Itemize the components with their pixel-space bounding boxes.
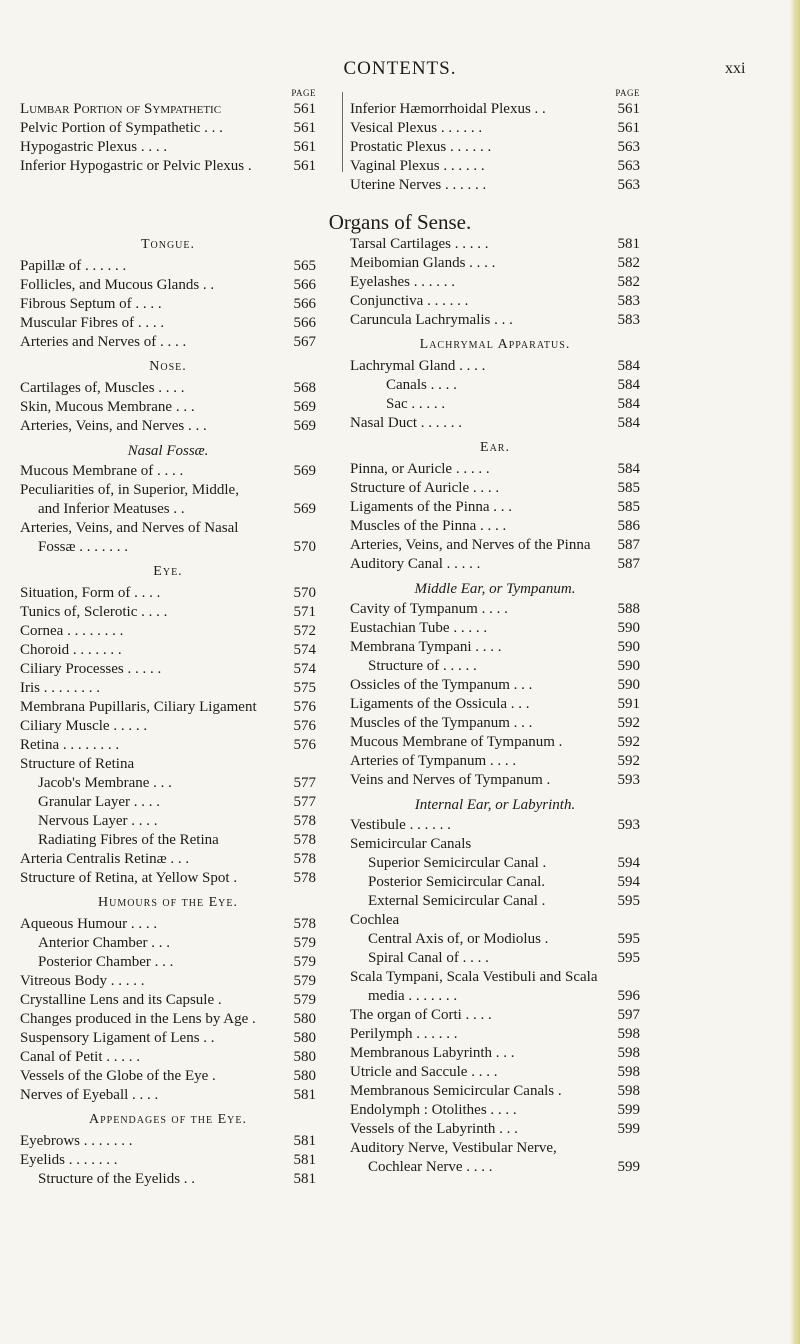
top-right-entries (350, 88, 640, 195)
toc-entry-page: 569 (293, 418, 316, 434)
toc-entry-page: 580 (293, 1068, 316, 1084)
toc-entry[interactable] (20, 519, 316, 538)
toc-entry[interactable] (20, 915, 316, 934)
subsection-heading: Eye. (153, 564, 183, 579)
toc-entry-title: Arteria Centralis Retinæ . . . (20, 851, 190, 867)
toc-entry-page: 598 (617, 1083, 640, 1099)
toc-entry-page: 595 (617, 950, 640, 966)
toc-entry-title: Auditory Nerve, Vestibular Nerve, (350, 1140, 557, 1156)
toc-entry[interactable] (20, 1010, 316, 1029)
toc-entry[interactable] (20, 138, 316, 157)
toc-entry-page: 592 (617, 753, 640, 769)
toc-entry-title: Superior Semicircular Canal . (368, 855, 547, 871)
toc-entry-page: 569 (293, 463, 316, 479)
toc-entry-title: External Semicircular Canal . (368, 893, 546, 909)
toc-entry-title: Mucous Membrane of Tympanum . (350, 734, 563, 750)
toc-entry-title: Jacob's Membrane . . . (38, 775, 172, 791)
toc-entry[interactable] (20, 1029, 316, 1048)
toc-entry-title: Central Axis of, or Modiolus . (368, 931, 549, 947)
toc-entry[interactable] (350, 376, 640, 395)
toc-entry[interactable] (350, 854, 640, 873)
toc-entry-title: Pinna, or Auricle . . . . . (350, 461, 490, 477)
toc-entry-page: 599 (617, 1102, 640, 1118)
subsection-heading: Lachrymal Apparatus. (419, 337, 571, 352)
toc-entry-title: Structure of . . . . . (368, 658, 477, 674)
toc-entry-title: Peculiarities of, in Superior, Middle, (20, 482, 239, 498)
subsection-heading: Nose. (149, 359, 187, 374)
toc-entry-title: Fibrous Septum of . . . . (20, 296, 162, 312)
toc-entry-title: Vessels of the Labyrinth . . . (350, 1121, 518, 1137)
toc-entry-page: 598 (617, 1064, 640, 1080)
toc-entry-page: 599 (617, 1159, 640, 1175)
toc-entry-title: Structure of Retina (20, 756, 135, 772)
toc-entry[interactable] (350, 157, 640, 176)
running-head-title: CONTENTS. (343, 58, 457, 79)
toc-entry-title: Tunics of, Sclerotic . . . . (20, 604, 168, 620)
toc-entry[interactable] (20, 295, 316, 314)
toc-entry-page: 593 (617, 772, 640, 788)
toc-entry[interactable] (20, 257, 316, 276)
toc-entry[interactable] (20, 831, 316, 850)
toc-entry-title: Cartilages of, Muscles . . . . (20, 380, 185, 396)
right-column (350, 235, 640, 1177)
toc-entry-title: media . . . . . . . (368, 988, 458, 1004)
toc-entry-page: 568 (293, 380, 316, 396)
toc-entry[interactable] (20, 869, 316, 888)
toc-entry[interactable] (350, 816, 640, 835)
toc-entry-page: 594 (617, 855, 640, 871)
toc-entry-title: Perilymph . . . . . . (350, 1026, 458, 1042)
toc-entry[interactable] (350, 638, 640, 657)
toc-entry-title: Semicircular Canals (350, 836, 472, 852)
toc-entry[interactable] (20, 698, 316, 717)
toc-entry[interactable] (20, 622, 316, 641)
toc-entry-page: 593 (617, 817, 640, 833)
toc-entry-title: Sac . . . . . (386, 396, 446, 412)
toc-entry[interactable] (20, 717, 316, 736)
toc-entry-page: 581 (293, 1133, 316, 1149)
toc-entry-page: 561 (293, 120, 316, 136)
toc-entry[interactable] (350, 600, 640, 619)
toc-entry-page: 591 (617, 696, 640, 712)
running-head-page-numeral: xxi (725, 60, 746, 77)
toc-entry-title: Nervous Layer . . . . (38, 813, 158, 829)
toc-entry[interactable] (350, 733, 640, 752)
toc-entry-page: 579 (293, 992, 316, 1008)
toc-entry-page: 598 (617, 1026, 640, 1042)
toc-entry[interactable] (350, 1082, 640, 1101)
toc-entry-title: Muscular Fibres of . . . . (20, 315, 165, 331)
toc-entry-title: Membrana Tympani . . . . (350, 639, 502, 655)
toc-entry-page: 587 (617, 537, 640, 553)
toc-entry-page: 580 (293, 1030, 316, 1046)
toc-entry[interactable] (20, 1151, 316, 1170)
toc-entry[interactable] (350, 1025, 640, 1044)
toc-entry[interactable] (20, 379, 316, 398)
toc-entry-page: 581 (293, 1087, 316, 1103)
toc-entry-page: 572 (293, 623, 316, 639)
toc-entry-title: Radiating Fibres of the Retina (38, 832, 219, 848)
toc-entry[interactable] (20, 398, 316, 417)
toc-entry[interactable] (350, 311, 640, 330)
toc-entry-page: 592 (617, 734, 640, 750)
toc-entry-title: Structure of Auricle . . . . (350, 480, 500, 496)
toc-entry-title: Changes produced in the Lens by Age . (20, 1011, 256, 1027)
toc-entry[interactable] (350, 100, 640, 119)
toc-entry-page: 583 (617, 293, 640, 309)
toc-entry[interactable] (20, 417, 316, 436)
toc-entry-page: 579 (293, 954, 316, 970)
toc-entry-title: Arteries, Veins, and Nerves . . . (20, 418, 207, 434)
toc-entry[interactable] (350, 695, 640, 714)
toc-entry[interactable] (350, 292, 640, 311)
toc-entry[interactable] (350, 911, 640, 930)
toc-entry[interactable] (20, 333, 316, 352)
toc-entry[interactable] (20, 462, 316, 481)
toc-entry-title: Muscles of the Tympanum . . . (350, 715, 533, 731)
toc-entry-page: 592 (617, 715, 640, 731)
toc-entry-title: Cochlear Nerve . . . . (368, 1159, 493, 1175)
toc-entry-page: 576 (293, 718, 316, 734)
toc-entry[interactable] (350, 176, 640, 195)
column-divider (342, 92, 343, 172)
toc-entry[interactable] (20, 972, 316, 991)
toc-entry-page: 587 (617, 556, 640, 572)
toc-entry-page: 579 (293, 935, 316, 951)
toc-entry[interactable] (20, 812, 316, 831)
toc-entry[interactable] (350, 1006, 640, 1025)
toc-entry-title: Nerves of Eyeball . . . . (20, 1087, 159, 1103)
toc-entry-page: 598 (617, 1045, 640, 1061)
toc-entry-title: and Inferior Meatuses . . (38, 501, 185, 517)
page-edge (790, 0, 800, 1344)
toc-entry[interactable] (20, 850, 316, 869)
toc-entry-page: 588 (617, 601, 640, 617)
subsection-heading: Tongue. (140, 237, 196, 252)
toc-entry-title: Cornea . . . . . . . . (20, 623, 124, 639)
toc-entry[interactable] (20, 500, 316, 519)
toc-entry-title: Membranous Semicircular Canals . (350, 1083, 562, 1099)
toc-entry-title: Eyebrows . . . . . . . (20, 1133, 133, 1149)
toc-entry-page: 590 (617, 620, 640, 636)
toc-entry-page: 585 (617, 499, 640, 515)
toc-entry[interactable] (350, 714, 640, 733)
toc-entry[interactable] (20, 1086, 316, 1105)
toc-entry-page: 565 (293, 258, 316, 274)
toc-entry[interactable] (350, 536, 640, 555)
toc-entry-title: Posterior Chamber . . . (38, 954, 174, 970)
toc-entry[interactable] (350, 119, 640, 138)
toc-entry-page: 578 (293, 870, 316, 886)
toc-entry-page: 578 (293, 851, 316, 867)
toc-entry-title: Muscles of the Pinna . . . . (350, 518, 507, 534)
toc-entry-title: Suspensory Ligament of Lens . . (20, 1030, 215, 1046)
toc-entry-title: Prostatic Plexus . . . . . . (350, 139, 492, 155)
toc-entry-title: Vaginal Plexus . . . . . . (350, 158, 485, 174)
toc-entry[interactable] (350, 517, 640, 536)
page-column-label: PAGE (615, 88, 640, 98)
toc-entry-page: 574 (293, 661, 316, 677)
toc-entry-title: Papillæ of . . . . . . (20, 258, 127, 274)
toc-entry[interactable] (20, 119, 316, 138)
toc-entry-page: 584 (617, 377, 640, 393)
toc-entry-page: 590 (617, 658, 640, 674)
toc-entry[interactable] (350, 771, 640, 790)
toc-entry-title: Caruncula Lachrymalis . . . (350, 312, 513, 328)
toc-entry[interactable] (20, 157, 316, 176)
toc-entry[interactable] (20, 1132, 316, 1151)
toc-entry[interactable] (350, 892, 640, 911)
toc-entry-page: 581 (293, 1171, 316, 1187)
toc-entry-page: 570 (293, 539, 316, 555)
toc-entry-title: Canals . . . . (386, 377, 457, 393)
toc-entry-title: Inferior Hypogastric or Pelvic Plexus . (20, 158, 252, 174)
toc-entry[interactable] (20, 660, 316, 679)
toc-entry[interactable] (20, 100, 316, 119)
toc-entry-title: Posterior Semicircular Canal. (368, 874, 546, 890)
page-column-label: PAGE (291, 88, 316, 98)
toc-entry-title: Veins and Nerves of Tympanum . (350, 772, 551, 788)
toc-entry[interactable] (20, 1067, 316, 1086)
toc-entry[interactable] (350, 460, 640, 479)
toc-entry[interactable] (350, 479, 640, 498)
toc-entry-page: 566 (293, 315, 316, 331)
toc-entry[interactable] (350, 1139, 640, 1158)
toc-entry-title: Ciliary Muscle . . . . . (20, 718, 148, 734)
toc-entry-title: Eustachian Tube . . . . . (350, 620, 488, 636)
toc-entry-page: 595 (617, 931, 640, 947)
toc-entry-title: Ligaments of the Pinna . . . (350, 499, 513, 515)
toc-entry[interactable] (20, 774, 316, 793)
toc-entry-title: Follicles, and Mucous Glands . . (20, 277, 215, 293)
left-column (20, 230, 316, 1189)
toc-entry-page: 563 (617, 177, 640, 193)
toc-entry-page: 576 (293, 699, 316, 715)
toc-entry-title: Aqueous Humour . . . . (20, 916, 158, 932)
toc-entry-title: Uterine Nerves . . . . . . (350, 177, 487, 193)
toc-entry[interactable] (20, 793, 316, 812)
toc-entry[interactable] (350, 752, 640, 771)
toc-entry-page: 577 (293, 775, 316, 791)
toc-entry-page: 578 (293, 813, 316, 829)
toc-entry-page: 577 (293, 794, 316, 810)
subsection-heading: Appendages of the Eye. (88, 1112, 247, 1127)
toc-entry-page: 595 (617, 893, 640, 909)
toc-entry-page: 584 (617, 358, 640, 374)
top-left-entries (20, 88, 316, 176)
toc-entry[interactable] (350, 395, 640, 414)
toc-entry-page: 581 (293, 1152, 316, 1168)
toc-entry-title: Arteries, Veins, and Nerves of Nasal (20, 520, 239, 536)
toc-entry-title: Situation, Form of . . . . (20, 585, 161, 601)
toc-entry-title: Tarsal Cartilages . . . . . (350, 236, 489, 252)
toc-entry-page: 583 (617, 312, 640, 328)
toc-entry[interactable] (350, 873, 640, 892)
toc-entry[interactable] (20, 538, 316, 557)
toc-entry-page: 579 (293, 973, 316, 989)
toc-entry[interactable] (350, 1158, 640, 1177)
toc-entry-title: Arteries of Tympanum . . . . (350, 753, 517, 769)
toc-entry-page: 569 (293, 501, 316, 517)
toc-entry-page: 586 (617, 518, 640, 534)
toc-entry[interactable] (20, 641, 316, 660)
toc-entry-page: 561 (293, 101, 316, 117)
toc-entry-page: 566 (293, 277, 316, 293)
toc-entry-page: 567 (293, 334, 316, 350)
toc-entry[interactable] (350, 1101, 640, 1120)
toc-entry[interactable] (350, 498, 640, 517)
toc-entry-title: Vitreous Body . . . . . (20, 973, 145, 989)
toc-entry[interactable] (350, 1120, 640, 1139)
toc-entry-page: 590 (617, 677, 640, 693)
toc-entry[interactable] (350, 930, 640, 949)
toc-entry-page: 582 (617, 274, 640, 290)
toc-entry[interactable] (350, 235, 640, 254)
toc-entry-title: Vesical Plexus . . . . . . (350, 120, 483, 136)
toc-entry-title: Structure of the Eyelids . . (38, 1171, 196, 1187)
toc-entry-page: 584 (617, 396, 640, 412)
toc-entry[interactable] (350, 968, 640, 987)
toc-entry-title: Meibomian Glands . . . . (350, 255, 496, 271)
toc-entry-title: Choroid . . . . . . . (20, 642, 122, 658)
toc-entry-page: 563 (617, 158, 640, 174)
toc-entry-title: Mucous Membrane of . . . . (20, 463, 184, 479)
toc-entry-page: 575 (293, 680, 316, 696)
toc-entry-page: 561 (617, 101, 640, 117)
subsection-italic-heading: Nasal Fossæ. (127, 443, 209, 459)
toc-entry[interactable] (350, 949, 640, 968)
toc-entry-page: 563 (617, 139, 640, 155)
toc-entry-page: 574 (293, 642, 316, 658)
toc-entry[interactable] (20, 276, 316, 295)
toc-entry[interactable] (350, 555, 640, 574)
toc-entry-title: Membrana Pupillaris, Ciliary Ligament (20, 699, 257, 715)
toc-entry[interactable] (20, 953, 316, 972)
toc-entry-page: 561 (293, 139, 316, 155)
toc-entry-title: Eyelashes . . . . . . (350, 274, 455, 290)
toc-entry-title: Vestibule . . . . . . (350, 817, 451, 833)
toc-entry-page: 581 (617, 236, 640, 252)
toc-entry[interactable] (20, 1048, 316, 1067)
toc-entry-page: 561 (617, 120, 640, 136)
toc-entry-title: Cochlea (350, 912, 400, 928)
toc-entry[interactable] (20, 679, 316, 698)
toc-entry-title: Nasal Duct . . . . . . (350, 415, 463, 431)
section-title: Organs of Sense. (328, 210, 472, 234)
toc-entry-title: Utricle and Saccule . . . . (350, 1064, 498, 1080)
toc-entry-page: 599 (617, 1121, 640, 1137)
toc-entry-page: 578 (293, 916, 316, 932)
toc-entry-title: Conjunctiva . . . . . . (350, 293, 469, 309)
toc-entry-title: Ossicles of the Tympanum . . . (350, 677, 533, 693)
toc-entry-page: 580 (293, 1011, 316, 1027)
toc-entry[interactable] (350, 835, 640, 854)
toc-entry[interactable] (350, 414, 640, 433)
toc-entry-title: Anterior Chamber . . . (38, 935, 171, 951)
toc-entry[interactable] (20, 736, 316, 755)
toc-entry[interactable] (20, 584, 316, 603)
toc-entry-title: Ciliary Processes . . . . . (20, 661, 162, 677)
toc-entry-title: Iris . . . . . . . . (20, 680, 100, 696)
toc-entry-title: Endolymph : Otolithes . . . . (350, 1102, 517, 1118)
subsection-heading: Humours of the Eye. (97, 895, 238, 910)
toc-entry[interactable] (350, 987, 640, 1006)
toc-entry-title: Crystalline Lens and its Capsule . (20, 992, 222, 1008)
toc-entry-title: Fossæ . . . . . . . (38, 539, 129, 555)
toc-entry-page: 576 (293, 737, 316, 753)
toc-entry[interactable] (350, 1063, 640, 1082)
toc-entry-page: 570 (293, 585, 316, 601)
toc-entry-title: The organ of Corti . . . . (350, 1007, 492, 1023)
toc-entry[interactable] (20, 991, 316, 1010)
toc-entry[interactable] (350, 1044, 640, 1063)
toc-entry[interactable] (350, 619, 640, 638)
toc-entry[interactable] (20, 934, 316, 953)
toc-entry[interactable] (350, 254, 640, 273)
subsection-heading: Ear. (480, 440, 510, 455)
toc-entry-title: Inferior Hæmorrhoidal Plexus . . (350, 101, 546, 117)
toc-entry[interactable] (350, 676, 640, 695)
toc-entry-title: Membranous Labyrinth . . . (350, 1045, 515, 1061)
toc-entry-title: Lachrymal Gland . . . . (350, 358, 486, 374)
toc-entry[interactable] (350, 138, 640, 157)
toc-entry-title: Eyelids . . . . . . . (20, 1152, 118, 1168)
subsection-italic-heading: Internal Ear, or Labyrinth. (414, 797, 576, 813)
toc-entry-title: Scala Tympani, Scala Vestibuli and Scala (350, 969, 598, 985)
toc-entry-page: 590 (617, 639, 640, 655)
toc-entry-page: 584 (617, 461, 640, 477)
toc-entry-title: Skin, Mucous Membrane . . . (20, 399, 195, 415)
toc-entry-title: Arteries and Nerves of . . . . (20, 334, 187, 350)
subsection-italic-heading: Middle Ear, or Tympanum. (414, 581, 576, 597)
toc-entry-page: 578 (293, 832, 316, 848)
toc-entry-page: 585 (617, 480, 640, 496)
toc-entry-page: 561 (293, 158, 316, 174)
toc-entry-title: Retina . . . . . . . . (20, 737, 120, 753)
toc-entry-page: 569 (293, 399, 316, 415)
toc-entry-page: 566 (293, 296, 316, 312)
toc-entry-title: Lumbar Portion of Sympathetic (20, 101, 222, 117)
toc-entry[interactable] (20, 755, 316, 774)
toc-entry-title: Canal of Petit . . . . . (20, 1049, 140, 1065)
toc-entry-page: 596 (617, 988, 640, 1004)
toc-entry[interactable] (350, 273, 640, 292)
toc-entry-page: 571 (293, 604, 316, 620)
toc-entry[interactable] (350, 657, 640, 676)
toc-entry[interactable] (20, 1170, 316, 1189)
toc-entry-title: Pelvic Portion of Sympathetic . . . (20, 120, 223, 136)
toc-entry[interactable] (20, 314, 316, 333)
toc-entry-page: 580 (293, 1049, 316, 1065)
toc-entry-title: Structure of Retina, at Yellow Spot . (20, 870, 238, 886)
toc-entry-page: 584 (617, 415, 640, 431)
toc-entry-title: Cavity of Tympanum . . . . (350, 601, 508, 617)
toc-entry-title: Hypogastric Plexus . . . . (20, 139, 168, 155)
toc-entry-title: Vessels of the Globe of the Eye . (20, 1068, 216, 1084)
toc-entry[interactable] (20, 603, 316, 622)
toc-entry[interactable] (20, 481, 316, 500)
toc-entry-title: Ligaments of the Ossicula . . . (350, 696, 530, 712)
toc-entry-title: Spiral Canal of . . . . (368, 950, 489, 966)
toc-entry-title: Granular Layer . . . . (38, 794, 161, 810)
toc-entry-page: 582 (617, 255, 640, 271)
toc-entry-title: Auditory Canal . . . . . (350, 556, 481, 572)
toc-entry-page: 597 (617, 1007, 640, 1023)
toc-entry-page: 594 (617, 874, 640, 890)
toc-entry[interactable] (350, 357, 640, 376)
toc-entry-title: Arteries, Veins, and Nerves of the Pinna (350, 537, 591, 553)
